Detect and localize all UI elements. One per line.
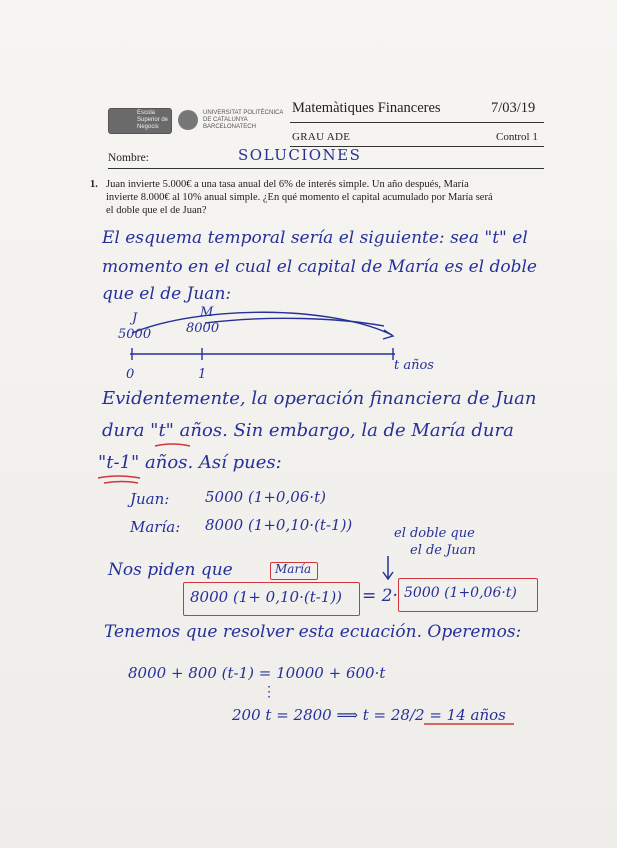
exam-date: 7/03/19 <box>491 100 536 116</box>
exam-label: Control 1 <box>496 131 538 143</box>
label-j: J <box>132 311 138 326</box>
equation-right: 5000 (1+0,06·t) <box>404 585 517 601</box>
underline-t1-b <box>104 482 138 484</box>
evident-line-3: "t-1" años. Así pues: <box>98 452 282 473</box>
piden-text: Nos piden que <box>108 560 233 580</box>
intro-line-2: momento en el cual el capital de María es el doble <box>102 257 537 277</box>
underline-t <box>155 444 190 446</box>
maria-label: María: <box>130 518 181 536</box>
equation-left: 8000 (1+ 0,10·(t-1)) <box>190 588 343 606</box>
doble-note-2: el de Juan <box>410 543 476 558</box>
evident-line-1: Evidentemente, la operación financiera de Juan <box>102 388 537 409</box>
evident-line-2: dura "t" años. Sin embargo, la de María dura <box>102 420 514 441</box>
problem-line-3: el doble que el de Juan? <box>106 205 207 216</box>
problem-line-2: invierte 8.000€ al 10% anual simple. ¿En qué momento el capital acumulado por María será <box>106 192 493 203</box>
degree-label: GRAU ADE <box>292 131 351 143</box>
name-label: Nombre: <box>108 152 149 164</box>
step-dots: ⋮ <box>262 684 276 700</box>
tick-label-t: t años <box>394 358 434 373</box>
upc-logo-text: UNIVERSITAT POLITÈCNICA DE CATALUNYA BARCELONATECH <box>203 110 284 130</box>
esn-logo-text: Escola Superior de Negocis <box>137 110 169 130</box>
tenemos-text: Tenemos que resolver esta ecuación. Operemos: <box>104 622 522 642</box>
underline-t1 <box>98 476 140 478</box>
label-m: M <box>200 305 214 320</box>
doble-note-1: el doble que <box>394 526 475 541</box>
tick-label-1: 1 <box>198 367 207 382</box>
juan-expression: 5000 (1+0,06·t) <box>205 488 326 506</box>
tick-label-0: 0 <box>126 367 135 382</box>
step-2: 200 t = 2800 ⟹ t = 28/2 = 14 años <box>232 706 506 724</box>
juan-label: Juan: <box>130 490 170 508</box>
amount-m: 8000 <box>186 321 220 336</box>
problem-line-1: Juan invierte 5.000€ a una tasa anual del 6% de interés simple. Un año después, María <box>106 179 469 190</box>
arrow-juan <box>132 312 392 335</box>
step-1: 8000 + 800 (t-1) = 10000 + 600·t <box>128 664 386 682</box>
maria-expression: 8000 (1+0,10·(t-1)) <box>205 516 353 534</box>
name-value: SOLUCIONES <box>238 146 362 164</box>
arrow-maria <box>205 318 384 326</box>
equation-mid: = 2· <box>362 586 398 606</box>
maria-tag: María <box>275 562 312 576</box>
amount-j: 5000 <box>118 327 152 342</box>
course-title: Matemàtiques Financeres <box>292 100 441 116</box>
problem-number: 1. <box>90 179 98 190</box>
intro-line-3: que el de Juan: <box>102 284 232 304</box>
intro-line-1: El esquema temporal sería el siguiente: sea "t" el <box>102 228 528 248</box>
arrow-down-note <box>383 556 393 579</box>
